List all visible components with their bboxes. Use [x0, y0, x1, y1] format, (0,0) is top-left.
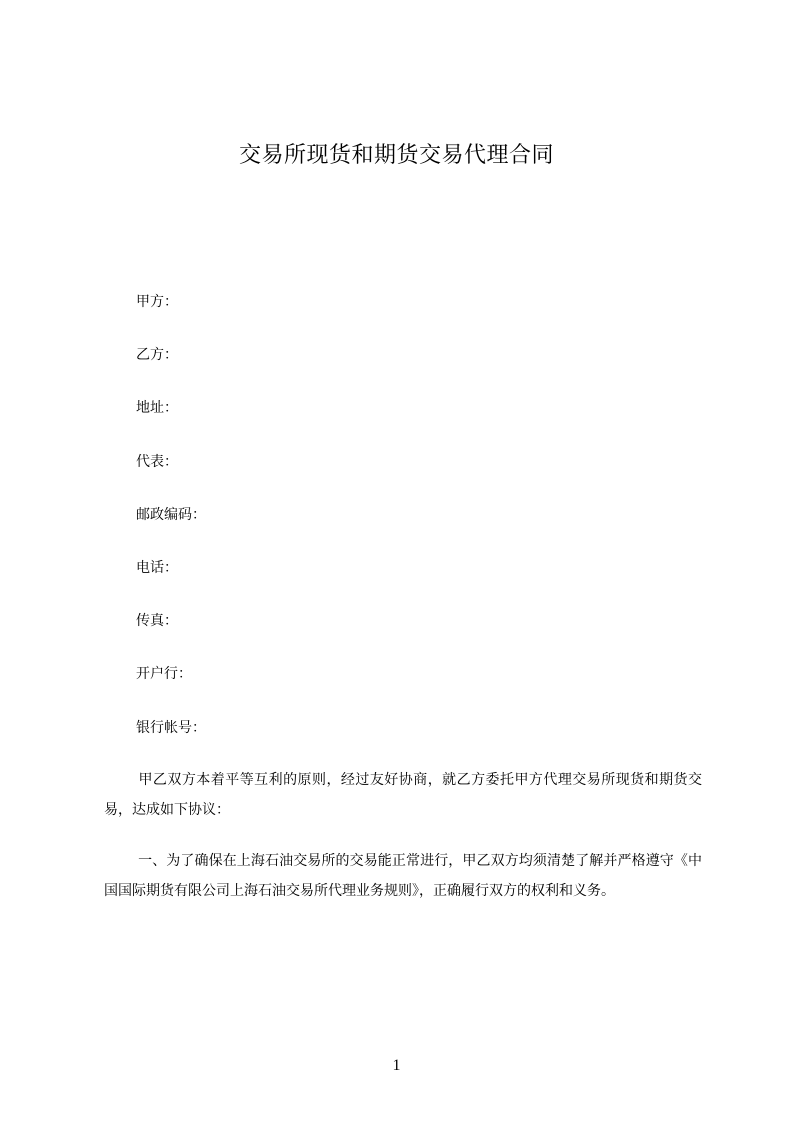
field-fax-label: 传真： — [136, 613, 178, 629]
paragraph-clause-1 — [104, 846, 702, 906]
field-bank-account-label: 银行帐号： — [136, 720, 206, 736]
field-bank-label: 开户行： — [136, 666, 192, 682]
field-postal-code-label: 邮政编码： — [136, 507, 206, 523]
paragraph-intro — [104, 765, 702, 825]
field-party-a-label: 甲方： — [136, 294, 178, 310]
document-title: 交易所现货和期货交易代理合同 — [238, 143, 554, 168]
field-address-label: 地址： — [136, 400, 178, 416]
paragraph-clause-1-text: 一、为了确保在上海石油交易所的交易能正常进行，甲乙双方均须清楚了解并严格遵守《中国国际期货有限公司上海石油交易所代理业务规则》，正确履行双方的权利和义务。 — [104, 853, 702, 899]
field-representative-label: 代表： — [136, 454, 178, 470]
field-party-b-label: 乙方： — [136, 347, 178, 363]
paragraph-intro-text: 甲乙双方本着平等互利的原则，经过友好协商，就乙方委托甲方代理交易所现货和期货交易，达成如下协议： — [104, 772, 702, 818]
page-number: 1 — [392, 1057, 401, 1074]
field-phone-label: 电话： — [136, 560, 178, 576]
